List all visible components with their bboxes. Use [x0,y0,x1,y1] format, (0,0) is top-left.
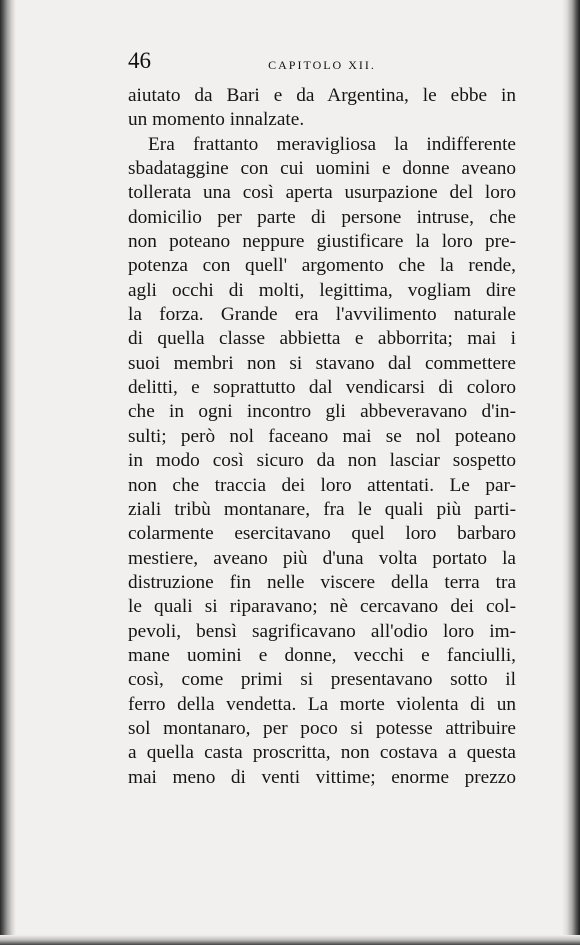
text-line: agli occhi di molti, legittima, vogliam dire [128,279,516,301]
page-header [128,50,516,78]
text-line: ferro della vendetta. La morte violenta di un [128,693,516,715]
text-line: delitti, e soprattutto dal vendicarsi di coloro [128,377,516,399]
text-line: tollerata una così aperta usurpazione del loro [128,182,516,204]
text-line: sbadataggine con cui uomini e donne aveano [128,158,516,180]
text-line: pevoli, bensì sagrificavano all'odio loro im- [128,620,516,642]
page-number: 46 [128,48,151,73]
text-line: mai meno di venti vittime; enorme prezzo [128,766,516,788]
text-line: mestiere, aveano più d'una volta portato la [128,547,516,569]
text-line: colarmente esercitavano quel loro barbaro [128,523,516,545]
text-line: aiutato da Bari e da Argentina, le ebbe in [128,85,516,106]
text-line: le quali si riparavano; nè cercavano dei col- [128,596,516,618]
text-line: distruzione fin nelle viscere della terra tra [128,571,516,593]
text-line: sulti; però nol faceano mai se nol poteano [128,425,516,447]
text-line: di quella classe abbietta e abborrita; mai i [128,328,516,350]
body-text [128,84,516,790]
text-line: in modo così sicuro da non lasciar sospetto [128,450,516,472]
text-line: così, come primi si presentavano sotto il [128,669,516,691]
page-edge-shadow [562,0,580,945]
text-line: sol montanaro, per poco si potesse attribuire [128,717,516,739]
text-line: ziali tribù montanare, fra le quali più parti- [128,498,516,520]
text-line: potenza con quell' argomento che la rende, [128,255,516,277]
text-line: a quella casta proscritta, non costava a questa [128,742,516,764]
text-line: domicilio per parte di persone intruse, che [128,206,516,228]
page-binding-shadow [0,0,16,945]
text-line: la forza. Grande era l'avvilimento naturale [128,304,516,326]
text-line: non poteano neppure giustificare la loro pre- [128,231,516,253]
paragraph-start-line: Era frattanto meravigliosa la indifferente [148,133,516,155]
page-bottom-edge [0,935,580,945]
text-line: suoi membri non si stavano dal commettere [128,352,516,374]
text-line: che in ogni incontro gli abbeveravano d'in- [128,401,516,423]
text-line: non che traccia dei loro attentati. Le par- [128,474,516,496]
text-line: un momento innalzate. [128,109,305,131]
running-head: CAPITOLO XII. [268,58,376,72]
text-line: mane uomini e donne, vecchi e fanciulli, [128,644,516,666]
